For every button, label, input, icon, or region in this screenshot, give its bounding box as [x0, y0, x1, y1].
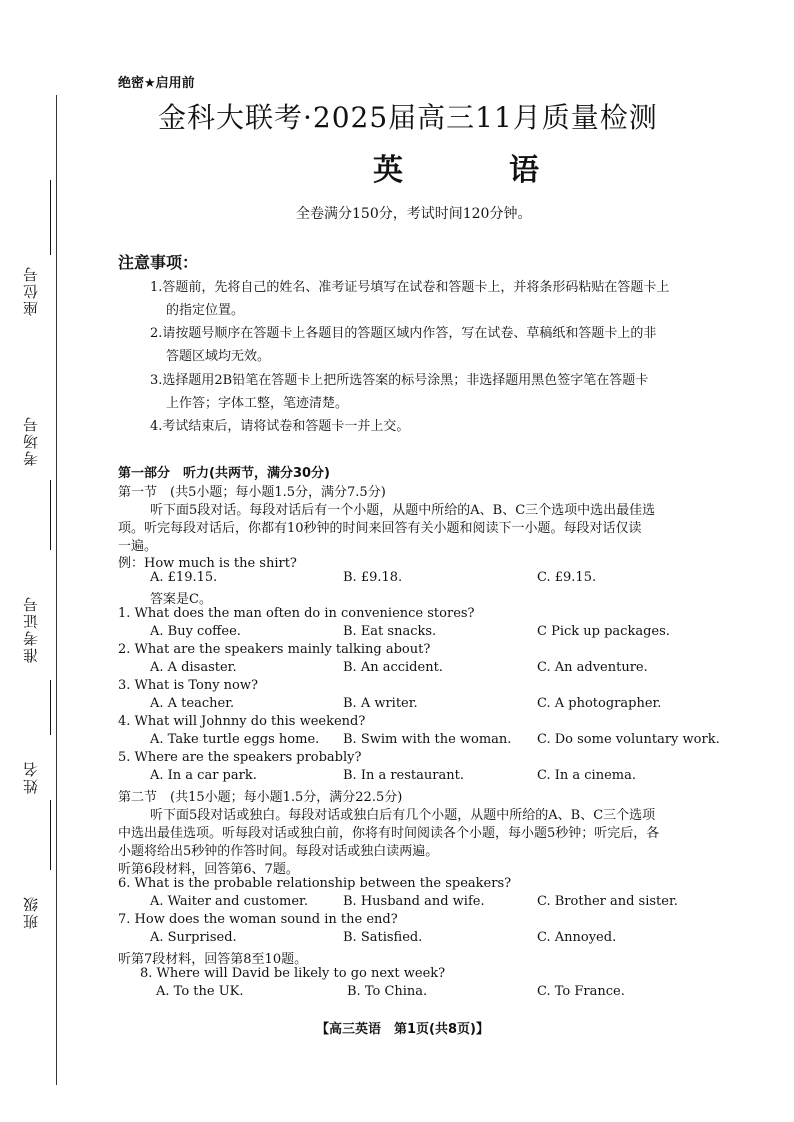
- option-a: A. Take turtle eggs home.: [150, 732, 320, 747]
- option-c: C. To France.: [537, 984, 625, 999]
- sec1-instruction: 听下面5段对话。每段对话后有一个小题，从题中所给的A、B、C三个选项中选出最佳选: [150, 503, 656, 518]
- sec1-instruction: 一遍。: [118, 539, 158, 554]
- sec2-instruction: 中选出最佳选项。听每段对话或独白前，你将有时间阅读各个小题，每小题5秒钟；听完后，各: [118, 826, 660, 841]
- secret-mark: 绝密★启用前: [118, 76, 195, 91]
- option-b: B. To China.: [347, 984, 428, 999]
- note-line: 1.答题前，先将自己的姓名、准考证号填写在试卷和答题卡上，并将条形码粘贴在答题卡上: [150, 280, 670, 295]
- option-a: A. A disaster.: [150, 660, 237, 675]
- note-line: 上作答；字体工整，笔迹清楚。: [166, 396, 349, 411]
- score-time: 全卷满分150分，考试时间120分钟。: [296, 206, 532, 222]
- question-8: 8. Where will David be likely to go next week?: [140, 966, 446, 981]
- note-line: 的指定位置。: [166, 303, 245, 318]
- question-3: 3. What is Tony now?: [118, 678, 258, 693]
- name-blank: [50, 800, 51, 870]
- option-c: C Pick up packages.: [537, 624, 670, 639]
- name-label: 姓名: [22, 760, 40, 794]
- room-label: 考场号: [22, 415, 40, 466]
- option-c: C. In a cinema.: [537, 768, 636, 783]
- option-c: C. Do some voluntary work.: [537, 732, 720, 747]
- note-line: 3.选择题用2B铅笔在答题卡上把所选答案的标号涂黑；非选择题用黑色签字笔在答题卡: [150, 373, 649, 388]
- option-b: B. Satisfied.: [343, 930, 423, 945]
- seat-label: 座位号: [22, 265, 40, 316]
- option-b: B. Husband and wife.: [343, 894, 485, 909]
- note-line: 2.请按题号顺序在答题卡上各题目的答题区域内作答，写在试卷、草稿纸和答题卡上的非: [150, 326, 657, 341]
- question-1: 1. What does the man often do in convenience stores?: [118, 606, 475, 621]
- question-7: 7. How does the woman sound in the end?: [118, 912, 398, 927]
- page-footer: 【高三英语 第1页(共8页)】: [316, 1022, 489, 1037]
- option-a: A. Waiter and customer.: [150, 894, 308, 909]
- subject-title: 英 语: [373, 153, 577, 188]
- material-6-label: 听第6段材料，回答第6、7题。: [118, 862, 299, 877]
- example-answer: 答案是C。: [150, 592, 212, 607]
- example-option-c: C. £9.15.: [537, 570, 597, 585]
- sec2-heading: 第二节 (共15小题；每小题1.5分，满分22.5分): [118, 790, 403, 805]
- option-b: B. A writer.: [343, 696, 418, 711]
- option-a: A. Surprised.: [150, 930, 237, 945]
- question-6: 6. What is the probable relationship between the speakers?: [118, 876, 512, 891]
- notes-heading: 注意事项：: [118, 253, 199, 272]
- example-option-b: B. £9.18.: [343, 570, 403, 585]
- sec2-instruction: 听下面5段对话或独白。每段对话或独白后有几个小题，从题中所给的A、B、C三个选项: [150, 808, 656, 823]
- room-blank: [50, 480, 51, 550]
- question-2: 2. What are the speakers mainly talking about?: [118, 642, 431, 657]
- page-title: 金科大联考·2025届高三11月质量检测: [158, 101, 658, 134]
- option-c: C. A photographer.: [537, 696, 662, 711]
- question-4: 4. What will Johnny do this weekend?: [118, 714, 366, 729]
- seat-blank: [50, 180, 51, 255]
- option-a: A. To the UK.: [156, 984, 244, 999]
- class-label: 班级: [22, 895, 40, 929]
- option-c: C. An adventure.: [537, 660, 648, 675]
- option-b: B. Eat snacks.: [343, 624, 437, 639]
- binding-rule: [56, 95, 57, 1085]
- example-option-a: A. £19.15.: [150, 570, 218, 585]
- material-7-label: 听第7段材料，回答第8至10题。: [118, 952, 308, 967]
- note-line: 答题区域均无效。: [166, 349, 271, 364]
- sec1-heading: 第一节 (共5小题；每小题1.5分，满分7.5分): [118, 485, 386, 500]
- ticket-blank: [50, 680, 51, 735]
- ticket-label: 准考证号: [22, 595, 40, 663]
- sec1-instruction: 项。听完每段对话后，你都有10秒钟的时间来回答有关小题和阅读下一小题。每段对话仅读: [118, 521, 642, 536]
- note-line: 4.考试结束后，请将试卷和答题卡一并上交。: [150, 419, 410, 434]
- question-5: 5. Where are the speakers probably?: [118, 750, 362, 765]
- option-b: B. An accident.: [343, 660, 443, 675]
- option-b: B. In a restaurant.: [343, 768, 464, 783]
- option-a: A. A teacher.: [150, 696, 235, 711]
- option-c: C. Brother and sister.: [537, 894, 678, 909]
- option-a: A. In a car park.: [150, 768, 257, 783]
- option-c: C. Annoyed.: [537, 930, 617, 945]
- example-question: 例：How much is the shirt?: [118, 556, 297, 571]
- option-a: A. Buy coffee.: [150, 624, 241, 639]
- sec2-instruction: 小题将给出5秒钟的作答时间。每段对话或独白读两遍。: [118, 844, 439, 859]
- option-b: B. Swim with the woman.: [343, 732, 512, 747]
- part1-heading: 第一部分 听力(共两节，满分30分): [118, 466, 330, 481]
